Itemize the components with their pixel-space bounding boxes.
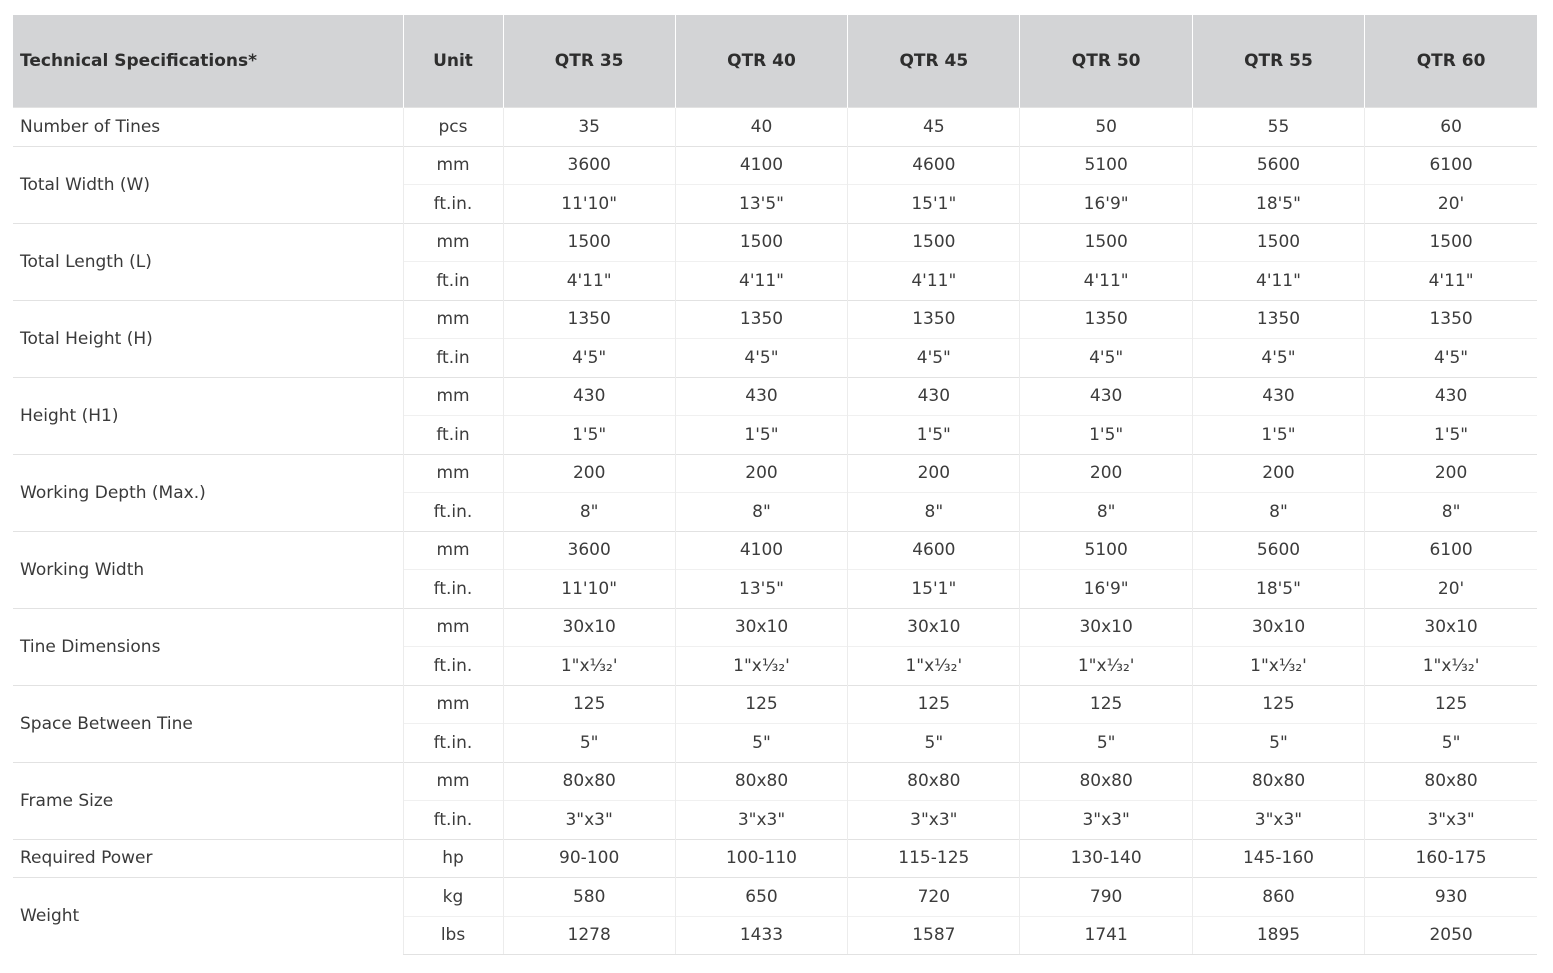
cell-value: 18'5" xyxy=(1192,185,1364,224)
cell-value: 60 xyxy=(1365,108,1537,147)
cell-value: 430 xyxy=(848,377,1020,416)
cell-value: 8" xyxy=(503,493,675,532)
cell-value: 650 xyxy=(675,878,847,917)
cell-value: 30x10 xyxy=(1192,608,1364,647)
row-label: Required Power xyxy=(13,839,403,878)
cell-value: 130-140 xyxy=(1020,839,1192,878)
cell-value: 4100 xyxy=(675,531,847,570)
cell-value: 1895 xyxy=(1192,916,1364,955)
table-row xyxy=(13,608,1537,647)
cell-value: 1350 xyxy=(1020,300,1192,339)
cell-value: 1741 xyxy=(1020,916,1192,955)
cell-value: 1"x⅓₂' xyxy=(503,647,675,686)
cell-value: 1500 xyxy=(1192,223,1364,262)
cell-value: 4'5" xyxy=(848,339,1020,378)
cell-value: 6100 xyxy=(1365,146,1537,185)
row-label: Frame Size xyxy=(13,762,403,839)
row-unit: ft.in xyxy=(403,416,503,455)
table-row xyxy=(13,839,1537,878)
row-unit: ft.in. xyxy=(403,570,503,609)
row-unit: mm xyxy=(403,531,503,570)
cell-value: 3600 xyxy=(503,531,675,570)
cell-value: 8" xyxy=(675,493,847,532)
cell-value: 1278 xyxy=(503,916,675,955)
cell-value: 3600 xyxy=(503,146,675,185)
cell-value: 4100 xyxy=(675,146,847,185)
cell-value: 4'5" xyxy=(1020,339,1192,378)
cell-value: 4'11" xyxy=(1365,262,1537,301)
cell-value: 11'10" xyxy=(503,185,675,224)
header-row xyxy=(13,15,1537,108)
cell-value: 1"x⅓₂' xyxy=(1020,647,1192,686)
cell-value: 1350 xyxy=(675,300,847,339)
cell-value: 3"x3" xyxy=(1192,801,1364,840)
row-unit: mm xyxy=(403,454,503,493)
cell-value: 125 xyxy=(1020,685,1192,724)
row-unit: mm xyxy=(403,223,503,262)
cell-value: 790 xyxy=(1020,878,1192,917)
cell-value: 80x80 xyxy=(675,762,847,801)
header-unit: Unit xyxy=(403,15,503,108)
cell-value: 1500 xyxy=(675,223,847,262)
spec-body xyxy=(13,108,1537,955)
cell-value: 13'5" xyxy=(675,185,847,224)
cell-value: 30x10 xyxy=(1020,608,1192,647)
cell-value: 30x10 xyxy=(848,608,1020,647)
cell-value: 16'9" xyxy=(1020,570,1192,609)
cell-value: 4'11" xyxy=(503,262,675,301)
cell-value: 430 xyxy=(1365,377,1537,416)
cell-value: 40 xyxy=(675,108,847,147)
cell-value: 6100 xyxy=(1365,531,1537,570)
cell-value: 1"x⅓₂' xyxy=(675,647,847,686)
cell-value: 1500 xyxy=(1365,223,1537,262)
cell-value: 5" xyxy=(1192,724,1364,763)
cell-value: 200 xyxy=(1365,454,1537,493)
cell-value: 125 xyxy=(1192,685,1364,724)
cell-value: 3"x3" xyxy=(1365,801,1537,840)
cell-value: 5100 xyxy=(1020,531,1192,570)
row-unit: mm xyxy=(403,146,503,185)
cell-value: 90-100 xyxy=(503,839,675,878)
table-row xyxy=(13,300,1537,339)
row-unit: kg xyxy=(403,878,503,917)
cell-value: 4'5" xyxy=(503,339,675,378)
table-row xyxy=(13,685,1537,724)
row-unit: mm xyxy=(403,300,503,339)
table-row xyxy=(13,146,1537,185)
cell-value: 145-160 xyxy=(1192,839,1364,878)
row-unit: mm xyxy=(403,685,503,724)
cell-value: 35 xyxy=(503,108,675,147)
row-unit: ft.in. xyxy=(403,493,503,532)
cell-value: 4'5" xyxy=(1365,339,1537,378)
row-unit: mm xyxy=(403,608,503,647)
cell-value: 1587 xyxy=(848,916,1020,955)
technical-specifications-table xyxy=(13,15,1537,955)
cell-value: 80x80 xyxy=(503,762,675,801)
cell-value: 1"x⅓₂' xyxy=(848,647,1020,686)
header-model: QTR 50 xyxy=(1020,15,1192,108)
row-unit: ft.in xyxy=(403,262,503,301)
row-label: Total Height (H) xyxy=(13,300,403,377)
cell-value: 80x80 xyxy=(1365,762,1537,801)
cell-value: 5" xyxy=(848,724,1020,763)
cell-value: 30x10 xyxy=(503,608,675,647)
cell-value: 200 xyxy=(503,454,675,493)
cell-value: 18'5" xyxy=(1192,570,1364,609)
cell-value: 15'1" xyxy=(848,185,1020,224)
row-unit: mm xyxy=(403,762,503,801)
cell-value: 5100 xyxy=(1020,146,1192,185)
cell-value: 5" xyxy=(675,724,847,763)
row-label: Working Depth (Max.) xyxy=(13,454,403,531)
cell-value: 1350 xyxy=(503,300,675,339)
cell-value: 16'9" xyxy=(1020,185,1192,224)
cell-value: 1'5" xyxy=(503,416,675,455)
cell-value: 125 xyxy=(503,685,675,724)
cell-value: 125 xyxy=(1365,685,1537,724)
header-label: Technical Specifications* xyxy=(13,15,403,108)
cell-value: 8" xyxy=(1365,493,1537,532)
header-model: QTR 55 xyxy=(1192,15,1364,108)
cell-value: 1500 xyxy=(503,223,675,262)
cell-value: 30x10 xyxy=(675,608,847,647)
cell-value: 3"x3" xyxy=(1020,801,1192,840)
cell-value: 125 xyxy=(675,685,847,724)
cell-value: 1"x⅓₂' xyxy=(1365,647,1537,686)
row-label: Weight xyxy=(13,878,403,955)
cell-value: 15'1" xyxy=(848,570,1020,609)
row-unit: ft.in. xyxy=(403,724,503,763)
row-label: Height (H1) xyxy=(13,377,403,454)
cell-value: 200 xyxy=(675,454,847,493)
cell-value: 8" xyxy=(1192,493,1364,532)
cell-value: 115-125 xyxy=(848,839,1020,878)
cell-value: 1'5" xyxy=(1020,416,1192,455)
row-unit: mm xyxy=(403,377,503,416)
cell-value: 5" xyxy=(503,724,675,763)
cell-value: 30x10 xyxy=(1365,608,1537,647)
cell-value: 11'10" xyxy=(503,570,675,609)
cell-value: 4'11" xyxy=(848,262,1020,301)
cell-value: 20' xyxy=(1365,185,1537,224)
row-label: Tine Dimensions xyxy=(13,608,403,685)
cell-value: 5600 xyxy=(1192,146,1364,185)
row-label: Working Width xyxy=(13,531,403,608)
row-unit: ft.in. xyxy=(403,185,503,224)
cell-value: 80x80 xyxy=(1192,762,1364,801)
cell-value: 100-110 xyxy=(675,839,847,878)
cell-value: 4'11" xyxy=(675,262,847,301)
cell-value: 3"x3" xyxy=(503,801,675,840)
cell-value: 200 xyxy=(848,454,1020,493)
cell-value: 430 xyxy=(503,377,675,416)
spec-table-container xyxy=(13,15,1537,955)
cell-value: 1'5" xyxy=(1365,416,1537,455)
cell-value: 4'5" xyxy=(675,339,847,378)
cell-value: 580 xyxy=(503,878,675,917)
cell-value: 80x80 xyxy=(848,762,1020,801)
row-label: Space Between Tine xyxy=(13,685,403,762)
cell-value: 1"x⅓₂' xyxy=(1192,647,1364,686)
cell-value: 1'5" xyxy=(848,416,1020,455)
row-label: Total Width (W) xyxy=(13,146,403,223)
row-unit: hp xyxy=(403,839,503,878)
cell-value: 430 xyxy=(1020,377,1192,416)
cell-value: 160-175 xyxy=(1365,839,1537,878)
table-row xyxy=(13,108,1537,147)
cell-value: 4'5" xyxy=(1192,339,1364,378)
cell-value: 125 xyxy=(848,685,1020,724)
header-model: QTR 40 xyxy=(675,15,847,108)
cell-value: 45 xyxy=(848,108,1020,147)
cell-value: 50 xyxy=(1020,108,1192,147)
cell-value: 80x80 xyxy=(1020,762,1192,801)
cell-value: 1'5" xyxy=(1192,416,1364,455)
cell-value: 430 xyxy=(675,377,847,416)
cell-value: 2050 xyxy=(1365,916,1537,955)
row-unit: pcs xyxy=(403,108,503,147)
cell-value: 4600 xyxy=(848,531,1020,570)
cell-value: 3"x3" xyxy=(848,801,1020,840)
header-model: QTR 45 xyxy=(848,15,1020,108)
header-model: QTR 60 xyxy=(1365,15,1537,108)
cell-value: 930 xyxy=(1365,878,1537,917)
table-row xyxy=(13,223,1537,262)
cell-value: 8" xyxy=(1020,493,1192,532)
cell-value: 1500 xyxy=(848,223,1020,262)
cell-value: 1350 xyxy=(848,300,1020,339)
cell-value: 1'5" xyxy=(675,416,847,455)
row-unit: lbs xyxy=(403,916,503,955)
cell-value: 1350 xyxy=(1365,300,1537,339)
cell-value: 13'5" xyxy=(675,570,847,609)
cell-value: 860 xyxy=(1192,878,1364,917)
row-label: Total Length (L) xyxy=(13,223,403,300)
row-unit: ft.in. xyxy=(403,801,503,840)
cell-value: 1500 xyxy=(1020,223,1192,262)
cell-value: 4'11" xyxy=(1192,262,1364,301)
cell-value: 4600 xyxy=(848,146,1020,185)
cell-value: 200 xyxy=(1192,454,1364,493)
header-model: QTR 35 xyxy=(503,15,675,108)
row-label: Number of Tines xyxy=(13,108,403,147)
cell-value: 1433 xyxy=(675,916,847,955)
cell-value: 5600 xyxy=(1192,531,1364,570)
cell-value: 55 xyxy=(1192,108,1364,147)
row-unit: ft.in xyxy=(403,339,503,378)
cell-value: 5" xyxy=(1365,724,1537,763)
table-row xyxy=(13,762,1537,801)
cell-value: 3"x3" xyxy=(675,801,847,840)
cell-value: 8" xyxy=(848,493,1020,532)
row-unit: ft.in. xyxy=(403,647,503,686)
cell-value: 720 xyxy=(848,878,1020,917)
table-row xyxy=(13,454,1537,493)
cell-value: 1350 xyxy=(1192,300,1364,339)
table-row xyxy=(13,377,1537,416)
table-row xyxy=(13,878,1537,917)
cell-value: 200 xyxy=(1020,454,1192,493)
cell-value: 430 xyxy=(1192,377,1364,416)
cell-value: 4'11" xyxy=(1020,262,1192,301)
cell-value: 20' xyxy=(1365,570,1537,609)
cell-value: 5" xyxy=(1020,724,1192,763)
table-row xyxy=(13,531,1537,570)
